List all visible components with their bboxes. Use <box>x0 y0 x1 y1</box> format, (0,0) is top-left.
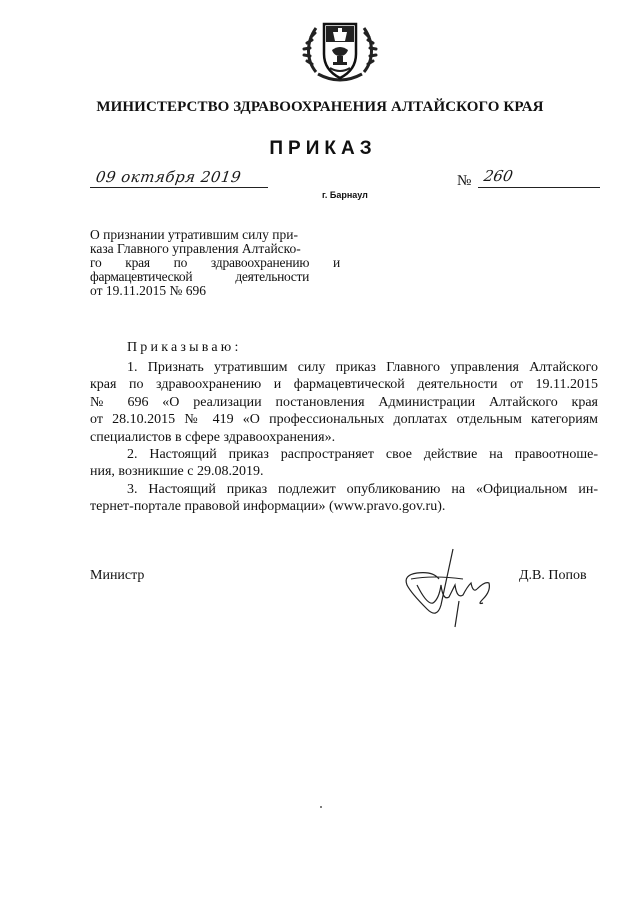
subject-line: О признании утратившим силу при- <box>90 227 298 242</box>
signatory-name: Д.В. Попов <box>519 568 587 583</box>
city-label: г. Барнаул <box>322 190 368 200</box>
subject-line: от 19.11.2015 № 696 <box>90 283 206 298</box>
number-underline <box>478 187 600 188</box>
ministry-name: МИНИСТЕРСТВО ЗДРАВООХРАНЕНИЯ АЛТАЙСКОГО КРАЯ <box>96 99 544 115</box>
subject-block <box>90 228 340 298</box>
body-line: 1. Признать утратившим силу приказ Главного управления Алтайского <box>127 360 598 375</box>
body-line: от 28.10.2015 № 419 «О профессиональных доплатах отдельным категориям <box>90 412 598 428</box>
body-line: специалистов в сфере здравоохранения». <box>90 429 336 445</box>
order-body <box>90 359 598 516</box>
subject-line-text: фармацевтической деятельности <box>90 269 309 284</box>
body-line: края по здравоохранению и фармацевтической деятельности от 19.11.2015 <box>90 377 598 393</box>
subject-line <box>90 256 340 270</box>
handwritten-signature-icon <box>393 545 503 635</box>
number-label: № <box>457 173 472 189</box>
orders-label: Приказываю: <box>127 340 242 355</box>
document-number: 260 <box>482 167 515 185</box>
document-title: ПРИКАЗ <box>269 138 377 159</box>
subject-line <box>90 270 340 284</box>
document-date: 09 октября 2019 <box>94 168 243 186</box>
scan-dot <box>320 806 322 808</box>
body-line: 3. Настоящий приказ подлежит опубликованию на «Официальном ин- <box>127 481 598 497</box>
date-underline <box>90 187 268 188</box>
body-line: № 696 «О реализации постановления Администрации Алтайского края <box>90 394 598 410</box>
body-line: ния, возникшие с 29.08.2019. <box>90 464 264 480</box>
subject-line: каза Главного управления Алтайско- <box>90 241 301 256</box>
signatory-position: Министр <box>90 568 145 583</box>
body-line: тернет-портале правовой информации» (www.pravo.gov.ru). <box>90 499 446 515</box>
subject-line-text: го края по здравоохранению и <box>90 255 340 270</box>
coat-of-arms-icon <box>302 14 378 90</box>
body-line: 2. Настоящий приказ распространяет свое действие на правоотноше- <box>127 447 598 463</box>
